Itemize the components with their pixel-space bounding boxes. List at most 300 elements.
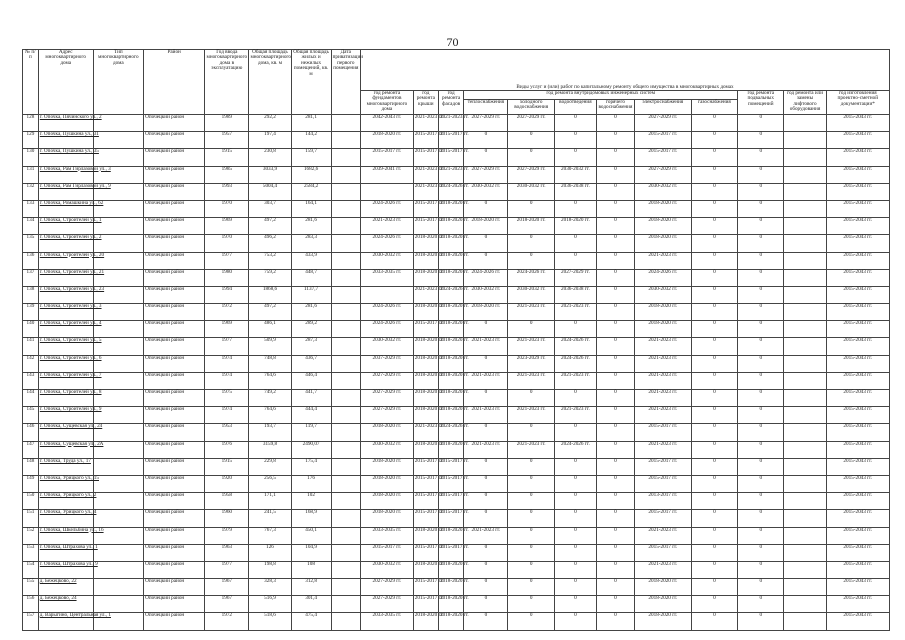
- cell-address: г. Опочка, Рам Гирлазовой ул., 9: [38, 183, 93, 200]
- cell-electricity: 2018-2020 гг.: [634, 321, 691, 338]
- cell-num: 128: [23, 115, 39, 132]
- cell-num: 143: [23, 372, 39, 389]
- cell-roof: 2018-2020 гг.: [413, 355, 438, 372]
- cell-electricity: 2030-2032 гг.: [634, 183, 691, 200]
- cell-electricity: 2018-2020 гг.: [634, 200, 691, 217]
- cell-gas: 0: [691, 493, 737, 510]
- cell-gas: 0: [691, 200, 737, 217]
- header-living-area: Общая площадь жилых и нежилых помещений, кв. м: [291, 50, 331, 115]
- cell-num: 145: [23, 407, 39, 424]
- cell-district: Опочецкий район: [144, 338, 205, 355]
- table-row: [23, 475, 890, 492]
- cell-type: [93, 458, 144, 475]
- cell-roof: 2015-2017 гг.: [413, 579, 438, 596]
- cell-roof: 2015-2017 гг.: [413, 200, 438, 217]
- cell-year-built: 1970: [205, 200, 249, 217]
- cell-district: Опочецкий район: [144, 475, 205, 492]
- cell-year-built: 1977: [205, 252, 249, 269]
- cell-design-docs: 2015-2043 гг.: [826, 424, 889, 441]
- header-type: Тип многоквартирного дома: [93, 50, 144, 115]
- cell-basement: 0: [738, 596, 784, 613]
- cell-design-docs: 2015-2043 гг.: [826, 183, 889, 200]
- cell-heating: 0: [464, 321, 508, 338]
- header-district: Район: [144, 50, 205, 115]
- cell-foundation: [361, 183, 414, 200]
- cell-privatization: [331, 115, 360, 132]
- cell-district: Опочецкий район: [144, 269, 205, 286]
- cell-drainage: 0: [554, 561, 596, 578]
- cell-cold-water: 2030-2032 гг.: [508, 183, 554, 200]
- cell-roof: 2021-2023 гг.: [413, 115, 438, 132]
- cell-living-area: 164,1: [291, 200, 331, 217]
- cell-cold-water: 0: [508, 252, 554, 269]
- cell-address: г. Опочка, Строителей ул., 8: [38, 390, 93, 407]
- cell-elevator: [784, 115, 826, 132]
- cell-heating: 0: [464, 510, 508, 527]
- cell-heating: 2030-2032 гг.: [464, 286, 508, 303]
- cell-year-built: 1979: [205, 527, 249, 544]
- cell-heating: 2024-2026 гг.: [464, 269, 508, 286]
- cell-num: 141: [23, 338, 39, 355]
- cell-address: г. Опочка, Строителей ул., 3: [38, 304, 93, 321]
- cell-facade: 2024-2026 гг.: [438, 424, 463, 441]
- cell-privatization: [331, 218, 360, 235]
- cell-elevator: [784, 544, 826, 561]
- cell-facade: 2015-2017 гг.: [438, 510, 463, 527]
- cell-year-built: 1963: [205, 544, 249, 561]
- cell-living-area: 281,6: [291, 218, 331, 235]
- cell-roof: 2018-2020 гг.: [413, 441, 438, 458]
- cell-living-area: 159,7: [291, 149, 331, 166]
- cell-total-area: 328,3: [249, 579, 291, 596]
- cell-basement: 0: [738, 441, 784, 458]
- cell-roof: 2015-2017 гг.: [413, 544, 438, 561]
- cell-year-built: 1953: [205, 424, 249, 441]
- table-row: [23, 407, 890, 424]
- cell-living-area: 441,7: [291, 390, 331, 407]
- cell-elevator: [784, 372, 826, 389]
- cell-address: г. Опочка, Урицкого ул., 15: [38, 475, 93, 492]
- table-row: [23, 183, 890, 200]
- cell-address: г. Опочка, Штрахова ул., 1: [38, 544, 93, 561]
- cell-heating: 0: [464, 613, 508, 630]
- cell-type: [93, 596, 144, 613]
- cell-basement: 0: [738, 149, 784, 166]
- cell-design-docs: 2015-2043 гг.: [826, 561, 889, 578]
- cell-design-docs: 2015-2043 гг.: [826, 458, 889, 475]
- cell-gas: 0: [691, 596, 737, 613]
- cell-gas: 0: [691, 304, 737, 321]
- cell-privatization: [331, 200, 360, 217]
- cell-gas: 0: [691, 166, 737, 183]
- cell-facade: 2018-2020 гг.: [438, 596, 463, 613]
- cell-cold-water: 2018-2020 гг.: [508, 218, 554, 235]
- cell-hot-water: 0: [596, 493, 634, 510]
- cell-privatization: [331, 321, 360, 338]
- cell-electricity: 2021-2023 гг.: [634, 390, 691, 407]
- cell-num: 152: [23, 527, 39, 544]
- cell-living-area: 176: [291, 475, 331, 492]
- cell-hot-water: 0: [596, 579, 634, 596]
- cell-drainage: 2024-2026 гг.: [554, 338, 596, 355]
- table-body: [23, 115, 890, 631]
- cell-foundation: 2037-2029 гг.: [361, 355, 414, 372]
- cell-basement: 0: [738, 252, 784, 269]
- cell-roof: 2018-2020 гг.: [413, 613, 438, 630]
- cell-basement: 0: [738, 166, 784, 183]
- header-gas: газоснабжения: [691, 100, 737, 115]
- cell-facade: 2018-2020 гг.: [438, 579, 463, 596]
- cell-year-built: 1989: [205, 115, 249, 132]
- cell-year-built: 1958: [205, 493, 249, 510]
- cell-total-area: 197,4: [249, 132, 291, 149]
- cell-hot-water: 0: [596, 166, 634, 183]
- cell-roof: 2015-2017 гг.: [413, 475, 438, 492]
- cell-hot-water: 0: [596, 338, 634, 355]
- cell-living-area: 175,4: [291, 458, 331, 475]
- cell-living-area: 289,2: [291, 321, 331, 338]
- cell-year-built: 1993: [205, 183, 249, 200]
- cell-total-area: 229,8: [249, 458, 291, 475]
- cell-cold-water: 2021-2023 гг.: [508, 407, 554, 424]
- cell-total-area: 126: [249, 544, 291, 561]
- cell-total-area: 516,9: [249, 596, 291, 613]
- cell-total-area: 748,8: [249, 355, 291, 372]
- table-row: [23, 286, 890, 303]
- cell-design-docs: 2015-2043 гг.: [826, 579, 889, 596]
- cell-cold-water: 2024-2026 гг.: [508, 269, 554, 286]
- cell-num: 144: [23, 390, 39, 407]
- table-row: [23, 561, 890, 578]
- cell-living-area: 281,6: [291, 304, 331, 321]
- cell-foundation: 2033-2035 гг.: [361, 613, 414, 630]
- cell-privatization: [331, 613, 360, 630]
- cell-roof: 2015-2017 гг.: [413, 149, 438, 166]
- cell-type: [93, 493, 144, 510]
- cell-num: 138: [23, 286, 39, 303]
- cell-gas: 0: [691, 561, 737, 578]
- cell-district: Опочецкий район: [144, 596, 205, 613]
- cell-address: д. Бежецково, 22: [38, 579, 93, 596]
- cell-heating: 0: [464, 252, 508, 269]
- cell-electricity: 2021-2023 гг.: [634, 561, 691, 578]
- cell-electricity: 2027-2029 гг.: [634, 166, 691, 183]
- cell-cold-water: 0: [508, 321, 554, 338]
- cell-address: г. Опочка, Ромашкина ул., 62: [38, 200, 93, 217]
- cell-roof: 2021-2023 гг.: [413, 166, 438, 183]
- cell-design-docs: 2015-2043 гг.: [826, 269, 889, 286]
- cell-total-area: 171,1: [249, 493, 291, 510]
- cell-elevator: [784, 441, 826, 458]
- cell-privatization: [331, 132, 360, 149]
- table-row: [23, 424, 890, 441]
- cell-privatization: [331, 579, 360, 596]
- cell-roof: 2018-2020 гг.: [413, 561, 438, 578]
- cell-facade: 2018-2020 гг.: [438, 321, 463, 338]
- cell-elevator: [784, 424, 826, 441]
- cell-cold-water: 0: [508, 596, 554, 613]
- cell-cold-water: 0: [508, 458, 554, 475]
- cell-drainage: 0: [554, 458, 596, 475]
- cell-hot-water: 0: [596, 441, 634, 458]
- cell-num: 151: [23, 510, 39, 527]
- cell-district: Опочецкий район: [144, 407, 205, 424]
- cell-foundation: 2015-2017 гг.: [361, 544, 414, 561]
- cell-roof: 2015-2017 гг.: [413, 510, 438, 527]
- table-row: [23, 235, 890, 252]
- cell-drainage: 0: [554, 579, 596, 596]
- cell-num: 133: [23, 200, 39, 217]
- cell-cold-water: 2030-2032 гг.: [508, 286, 554, 303]
- cell-design-docs: 2015-2043 гг.: [826, 372, 889, 389]
- cell-cold-water: 0: [508, 235, 554, 252]
- cell-privatization: [331, 149, 360, 166]
- cell-electricity: 2021-2023 гг.: [634, 407, 691, 424]
- cell-heating: 0: [464, 424, 508, 441]
- table-row: [23, 252, 890, 269]
- cell-foundation: 2018-2020 гг.: [361, 493, 414, 510]
- cell-elevator: [784, 527, 826, 544]
- cell-foundation: 2030-2032 гг.: [361, 252, 414, 269]
- cell-year-built: 1920: [205, 475, 249, 492]
- cell-drainage: 2021-2023 гг.: [554, 372, 596, 389]
- cell-elevator: [784, 132, 826, 149]
- cell-electricity: 2021-2023 гг.: [634, 527, 691, 544]
- cell-design-docs: 2015-2043 гг.: [826, 286, 889, 303]
- cell-drainage: 2036-2038 гг.: [554, 286, 596, 303]
- cell-privatization: [331, 458, 360, 475]
- cell-foundation: 2018-2020 гг.: [361, 475, 414, 492]
- cell-electricity: 2015-2017 гг.: [634, 424, 691, 441]
- cell-privatization: [331, 596, 360, 613]
- table-row: [23, 304, 890, 321]
- cell-electricity: 2021-2023 гг.: [634, 355, 691, 372]
- cell-gas: 0: [691, 132, 737, 149]
- cell-living-area: 287,3: [291, 338, 331, 355]
- cell-year-built: 1974: [205, 355, 249, 372]
- cell-facade: 2015-2017 гг.: [438, 149, 463, 166]
- cell-district: Опочецкий район: [144, 321, 205, 338]
- cell-total-area: 759,2: [249, 269, 291, 286]
- page-number: 70: [446, 35, 459, 49]
- cell-year-built: 1915: [205, 458, 249, 475]
- cell-facade: 2018-2020 гг.: [438, 613, 463, 630]
- cell-design-docs: 2015-2043 гг.: [826, 510, 889, 527]
- cell-heating: 0: [464, 355, 508, 372]
- cell-district: Опочецкий район: [144, 252, 205, 269]
- cell-electricity: 2015-2017 гг.: [634, 149, 691, 166]
- cell-living-area: 2490,07: [291, 441, 331, 458]
- cell-hot-water: 0: [596, 372, 634, 389]
- cell-total-area: 764,6: [249, 372, 291, 389]
- cell-address: г. Опочка, Строителей ул., 23: [38, 286, 93, 303]
- cell-roof: 2018-2020 гг.: [413, 338, 438, 355]
- cell-foundation: 2033-2035 гг.: [361, 269, 414, 286]
- cell-total-area: 486,1: [249, 321, 291, 338]
- cell-design-docs: 2015-2043 гг.: [826, 596, 889, 613]
- cell-gas: 0: [691, 579, 737, 596]
- cell-district: Опочецкий район: [144, 235, 205, 252]
- cell-gas: 0: [691, 235, 737, 252]
- cell-living-area: 104,9: [291, 544, 331, 561]
- cell-basement: 0: [738, 355, 784, 372]
- cell-elevator: [784, 596, 826, 613]
- cell-living-area: 312,8: [291, 579, 331, 596]
- cell-privatization: [331, 372, 360, 389]
- table-row: [23, 200, 890, 217]
- cell-heating: 0: [464, 579, 508, 596]
- header-cold-water: холодного водоснабжения: [508, 100, 554, 115]
- cell-design-docs: 2015-2043 гг.: [826, 252, 889, 269]
- cell-heating: 0: [464, 458, 508, 475]
- cell-num: 135: [23, 235, 39, 252]
- cell-basement: 0: [738, 458, 784, 475]
- cell-heating: 2018-2020 гг.: [464, 304, 508, 321]
- cell-roof: 2015-2017 гг.: [413, 132, 438, 149]
- cell-design-docs: 2015-2043 гг.: [826, 200, 889, 217]
- cell-hot-water: 0: [596, 286, 634, 303]
- cell-gas: 0: [691, 115, 737, 132]
- cell-foundation: 2015-2017 гг.: [361, 149, 414, 166]
- cell-electricity: 2024-2026 гг.: [634, 269, 691, 286]
- cell-electricity: 2027-2029 гг.: [634, 115, 691, 132]
- cell-year-built: 1975: [205, 390, 249, 407]
- cell-roof: 2018-2020 гг.: [413, 269, 438, 286]
- cell-year-built: 1985: [205, 166, 249, 183]
- cell-heating: 0: [464, 235, 508, 252]
- cell-drainage: 0: [554, 544, 596, 561]
- cell-design-docs: 2015-2043 гг.: [826, 475, 889, 492]
- cell-year-built: 1967: [205, 579, 249, 596]
- cell-heating: 2030-2032 гг.: [464, 183, 508, 200]
- cell-living-area: 283,3: [291, 235, 331, 252]
- cell-privatization: [331, 493, 360, 510]
- cell-facade: 2015-2017 гг.: [438, 475, 463, 492]
- cell-heating: 0: [464, 132, 508, 149]
- cell-basement: 0: [738, 269, 784, 286]
- cell-electricity: 2013-2017 гг.: [634, 493, 691, 510]
- cell-total-area: 3033,9: [249, 166, 291, 183]
- cell-total-area: 5004,4: [249, 183, 291, 200]
- table-row: [23, 372, 890, 389]
- cell-heating: 2021-2023 гг.: [464, 338, 508, 355]
- cell-privatization: [331, 269, 360, 286]
- cell-hot-water: 0: [596, 304, 634, 321]
- cell-drainage: 2030-2032 гг.: [554, 166, 596, 183]
- header-address: Адрес многоквартирного дома: [38, 50, 93, 115]
- cell-living-area: 1682,6: [291, 166, 331, 183]
- cell-type: [93, 149, 144, 166]
- cell-privatization: [331, 544, 360, 561]
- cell-roof: 2015-2017 гг.: [413, 493, 438, 510]
- cell-foundation: 2018-2020 гг.: [361, 510, 414, 527]
- cell-elevator: [784, 149, 826, 166]
- cell-foundation: 2021-2023 гг.: [361, 218, 414, 235]
- cell-year-built: 1970: [205, 235, 249, 252]
- cell-address: г. Опочка, Пушкина ул., 31: [38, 132, 93, 149]
- table-row: [23, 149, 890, 166]
- cell-foundation: [361, 286, 414, 303]
- cell-facade: 2018-2020 гг.: [438, 252, 463, 269]
- header-elevator: год ремонта или замены лифтового оборудования: [784, 91, 826, 115]
- cell-cold-water: 2021-2023 гг.: [508, 441, 554, 458]
- cell-year-built: 1980: [205, 269, 249, 286]
- cell-facade: 2018-2020 гг.: [438, 390, 463, 407]
- cell-foundation: 2018-2020 гг.: [361, 424, 414, 441]
- cell-gas: 0: [691, 407, 737, 424]
- cell-privatization: [331, 286, 360, 303]
- cell-year-built: 1976: [205, 441, 249, 458]
- cell-district: Опочецкий район: [144, 218, 205, 235]
- cell-electricity: 2018-2020 гг.: [634, 235, 691, 252]
- cell-year-built: 1969: [205, 218, 249, 235]
- cell-total-area: 749,2: [249, 390, 291, 407]
- cell-year-built: 1969: [205, 321, 249, 338]
- cell-district: Опочецкий район: [144, 424, 205, 441]
- cell-year-built: 1972: [205, 304, 249, 321]
- cell-drainage: 0: [554, 510, 596, 527]
- cell-total-area: 497,2: [249, 304, 291, 321]
- cell-total-area: 198,8: [249, 561, 291, 578]
- cell-facade: 2024-2026 гг.: [438, 286, 463, 303]
- cell-design-docs: 2015-2043 гг.: [826, 149, 889, 166]
- cell-privatization: [331, 252, 360, 269]
- cell-district: Опочецкий район: [144, 183, 205, 200]
- cell-hot-water: 0: [596, 115, 634, 132]
- cell-heating: 0: [464, 149, 508, 166]
- cell-heating: 2027-2029 гг.: [464, 166, 508, 183]
- cell-heating: 0: [464, 596, 508, 613]
- table-row: [23, 269, 890, 286]
- cell-hot-water: 0: [596, 613, 634, 630]
- cell-basement: 0: [738, 115, 784, 132]
- cell-cold-water: 0: [508, 544, 554, 561]
- cell-foundation: 2024-2026 гг.: [361, 304, 414, 321]
- cell-foundation: 2018-2020 гг.: [361, 132, 414, 149]
- cell-drainage: 0: [554, 235, 596, 252]
- cell-foundation: 2018-2020 гг.: [361, 458, 414, 475]
- cell-gas: 0: [691, 338, 737, 355]
- cell-num: 129: [23, 132, 39, 149]
- cell-drainage: 0: [554, 149, 596, 166]
- cell-design-docs: 2015-2043 гг.: [826, 304, 889, 321]
- cell-type: [93, 510, 144, 527]
- cell-basement: 0: [738, 304, 784, 321]
- cell-living-area: 448,7: [291, 269, 331, 286]
- cell-foundation: 2024-2026 гг.: [361, 235, 414, 252]
- cell-cold-water: 0: [508, 200, 554, 217]
- cell-drainage: 2024-2026 гг.: [554, 441, 596, 458]
- cell-facade: 2018-2020 гг.: [438, 561, 463, 578]
- cell-facade: 2018-2020 гг.: [438, 527, 463, 544]
- cell-hot-water: 0: [596, 235, 634, 252]
- cell-design-docs: 2015-2043 гг.: [826, 407, 889, 424]
- cell-district: Опочецкий район: [144, 132, 205, 149]
- cell-cold-water: 0: [508, 493, 554, 510]
- cell-heating: 0: [464, 561, 508, 578]
- cell-drainage: 0: [554, 321, 596, 338]
- table-row: [23, 510, 890, 527]
- cell-privatization: [331, 183, 360, 200]
- cell-living-area: 119,7: [291, 424, 331, 441]
- table-row: [23, 458, 890, 475]
- cell-foundation: 2027-2029 гг.: [361, 596, 414, 613]
- cell-heating: 0: [464, 475, 508, 492]
- cell-district: Опочецкий район: [144, 200, 205, 217]
- cell-basement: 0: [738, 338, 784, 355]
- cell-heating: 0: [464, 390, 508, 407]
- cell-num: 153: [23, 544, 39, 561]
